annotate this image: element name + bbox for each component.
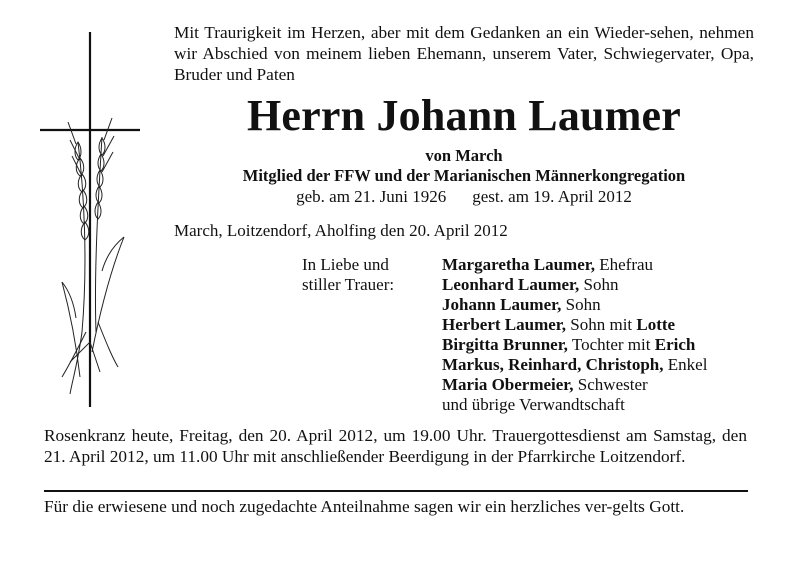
mourners-list [442, 255, 707, 415]
mourning-label-line: stiller Trauer: [302, 275, 395, 294]
mourner-partner: Erich [654, 335, 696, 354]
deceased-name: Herrn Johann Laumer [246, 91, 682, 140]
intro-text: Mit Traurigkeit im Herzen, aber mit dem Gedanken an ein Wieder-sehen, nehmen wir Abschied von meinem lieben Ehemann, unserem Vater, Schwiegervater, Opa, Bruder und Paten [174, 23, 754, 84]
mourner-relation: Sohn [579, 275, 619, 294]
mourner-entry [442, 295, 707, 315]
mourner-entry [442, 335, 707, 355]
mourner-name: Herbert Laumer, [442, 315, 567, 334]
place-and-date: March, Loitzendorf, Aholfing den 20. April 2012 [174, 221, 508, 240]
mourning-label-line: In Liebe und [302, 255, 389, 274]
mourner-entry [442, 395, 707, 415]
divider [44, 490, 748, 492]
mourner-relation: Enkel [663, 355, 708, 374]
thanks-text: Für die erwiesene und noch zugedachte Anteilnahme sagen wir ein herzliches ver-gelts Gott. [44, 497, 685, 516]
membership-line: Mitglied der FFW und der Marianischen Männerkongregation [242, 166, 686, 185]
mourner-relation: Ehefrau [594, 255, 654, 274]
mourner-entry [442, 315, 707, 335]
birth-date: geb. am 21. Juni 1926 [296, 187, 447, 206]
mourner-entry [442, 375, 707, 395]
mourner-entry [442, 255, 707, 275]
mourner-name: Johann Laumer, [442, 295, 562, 314]
mourner-entry [442, 355, 707, 375]
mourner-relation: und übrige Verwandtschaft [442, 395, 625, 414]
mourner-relation: Schwester [573, 375, 648, 394]
mourner-name: Leonhard Laumer, [442, 275, 580, 294]
mourner-relation: Sohn mit [566, 315, 637, 334]
mourner-name: Maria Obermeier, [442, 375, 574, 394]
service-info: Rosenkranz heute, Freitag, den 20. April 2012, um 19.00 Uhr. Trauergottesdienst am Samstag, den 21. April 2012, um 11.00 Uhr mit anschließender Beerdigung in der Pfarrkirche Loitzendorf. [44, 426, 747, 466]
mourner-partner: Lotte [636, 315, 676, 334]
death-date: gest. am 19. April 2012 [472, 187, 632, 206]
life-dates [174, 186, 754, 208]
mourner-name: Margaretha Laumer, [442, 255, 595, 274]
mourner-entry [442, 275, 707, 295]
mourner-relation: Tochter mit [567, 335, 655, 354]
origin-line: von March [425, 146, 503, 165]
cross-with-wheat-icon [40, 32, 155, 407]
mourner-name: Markus, Reinhard, Christoph, [442, 355, 664, 374]
mourner-relation: Sohn [561, 295, 601, 314]
mourner-name: Birgitta Brunner, [442, 335, 568, 354]
mourning-label [302, 255, 394, 295]
